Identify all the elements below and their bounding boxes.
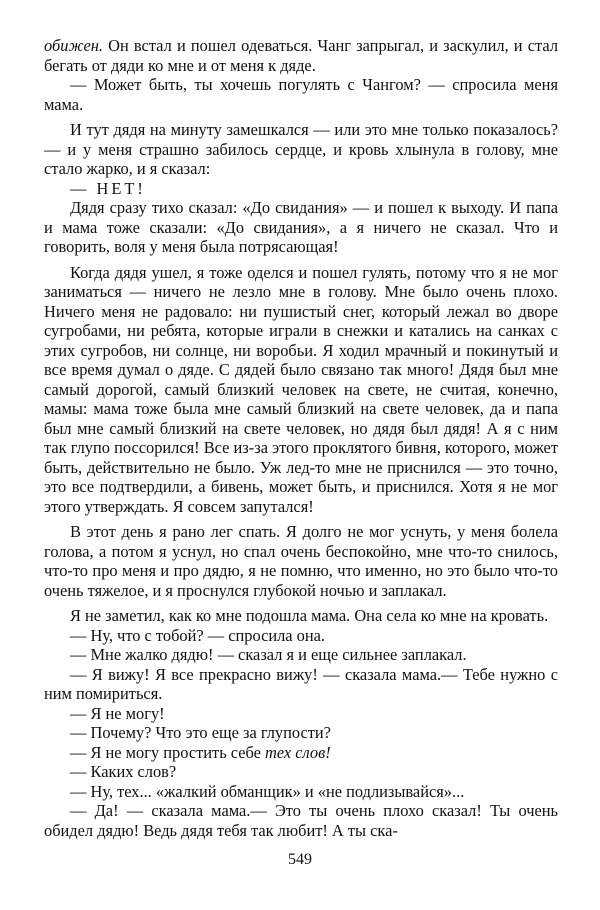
paragraph-10: — Мне жалко дядю! — сказал я и еще сильнее заплакал. <box>70 645 467 664</box>
paragraph-1 <box>44 36 558 75</box>
paragraph-4: — НЕТ! <box>70 178 146 198</box>
paragraph-6: Когда дядя ушел, я тоже оделся и пошел гулять, потому что я не мог заниматься — ничего не лезло мне в голову. Мне было очень плохо. Ничего меня не радовало: ни пушистый снег, который лежал во дворе сугробами, ни ребята, которые играли в снежки и катались на санках с этих сугробов, ни солнце, ни воробьи. Я ходил мрачный и покинутый и все время думал о дяде. С дядей было связано так много! Дядя был мне самый дорогой, самый близкий человек на свете, не считая, конечно, мамы: мама тоже была мне самый близкий на свете человек, да и папа был мне самый близкий на свете человек, но дядя был дядя! А я с ним так глупо поссорился! Все из-за этого проклятого бивня, которого, может быть, действительно не было. Уж лед-то мне не приснился — это точно, это все подтвердили, а бивень, может быть, и приснился. Хотя я не мог этого утверждать. Я совсем запутался! <box>44 262 558 516</box>
paragraph-11: — Я вижу! Я все прекрасно вижу! — сказала мама.— Тебе нужно с ним помириться. <box>44 664 558 703</box>
page-number: 549 <box>288 851 312 868</box>
paragraph-text: — Я не могу простить себе <box>70 742 266 762</box>
paragraph-8: Я не заметил, как ко мне подошла мама. Она села ко мне на кровать. <box>70 606 549 625</box>
paragraph-14 <box>44 743 558 763</box>
paragraph-9: — Ну, что с тобой? — спросила она. <box>70 625 326 645</box>
paragraph-3: И тут дядя на минуту замешкался — или это мне только показалось? — и у меня страшно забилось сердце, и кровь хлынула в голову, мне стало жарко, и я сказал: <box>44 120 558 178</box>
paragraph-2: — Может быть, ты хочешь погулять с Чангом? — спросила меня мама. <box>44 75 558 114</box>
paragraph-12: — Я не могу! <box>70 703 165 723</box>
paragraph-5: Дядя сразу тихо сказал: «До свидания» — и пошел к выходу. И папа и мама тоже сказали: «До свидания», а я ничего не сказал. Что и говорить, воля у меня была потрясающая! <box>44 198 558 256</box>
paragraph-text: Он встал и пошел одеваться. Чанг запрыгал, и заскулил, и стал бегать от дяди ко мне и от меня к дяде. <box>44 36 558 75</box>
body-text <box>44 36 558 840</box>
italic-phrase: тех слов! <box>265 742 331 762</box>
paragraph-7: В этот день я рано лег спать. Я долго не мог уснуть, у меня болела голова, а потом я уснул, но спал очень беспокойно, мне что-то снилось, что-то про меня и про дядю, я не помню, что именно, но это было что-то очень тяжелое, и я проснулся глубокой ночью и заплакал. <box>44 522 558 600</box>
italic-word: обижен. <box>44 36 103 55</box>
paragraph-15: — Каких слов? <box>70 762 177 781</box>
paragraph-13: — Почему? Что это еще за глупости? <box>70 723 331 742</box>
paragraph-16: — Ну, тех... «жалкий обманщик» и «не подлизывайся»... <box>70 781 465 801</box>
paragraph-17: — Да! — сказала мама.— Это ты очень плохо сказал! Ты очень обидел дядю! Ведь дядя тебя так любит! А ты ска- <box>44 801 558 840</box>
